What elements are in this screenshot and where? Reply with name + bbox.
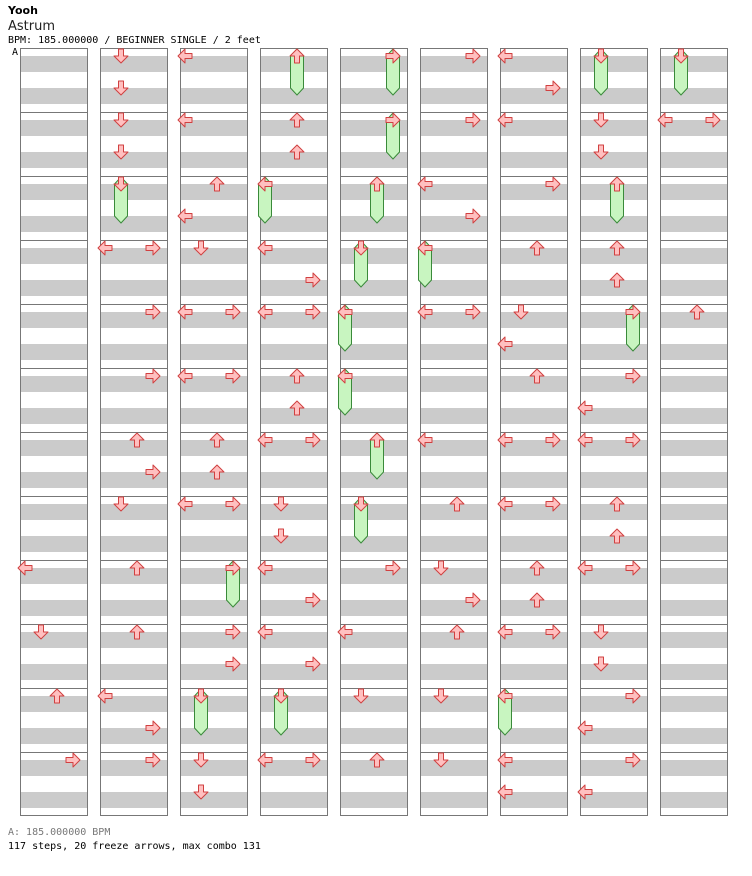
arrow-up-icon xyxy=(449,624,465,640)
arrow-up-icon xyxy=(529,592,545,608)
freeze-arrow-down xyxy=(113,176,129,224)
freeze-arrow-left xyxy=(337,304,353,352)
arrow-left-icon xyxy=(497,336,513,352)
arrow-left-icon xyxy=(417,304,433,320)
arrow-down-icon xyxy=(593,112,609,128)
arrow-right-icon xyxy=(305,272,321,288)
arrow-down-icon xyxy=(353,688,369,704)
arrow-down-icon xyxy=(113,48,129,64)
measure-line xyxy=(20,176,88,240)
arrow-right-icon xyxy=(305,752,321,768)
freeze-arrow-up xyxy=(609,176,625,224)
arrow-up-icon xyxy=(689,304,705,320)
measure-line xyxy=(660,752,728,816)
measure-line xyxy=(580,624,648,688)
arrow-left-icon xyxy=(257,560,273,576)
arrow-right-icon xyxy=(625,752,641,768)
measure-line xyxy=(420,752,488,816)
measure-line xyxy=(340,240,408,304)
arrow-left-icon xyxy=(497,496,513,512)
arrow-left-icon xyxy=(497,432,513,448)
arrow-up-icon xyxy=(289,400,305,416)
measure-line xyxy=(180,240,248,304)
measure-line xyxy=(20,240,88,304)
measure-line xyxy=(660,560,728,624)
arrow-right-icon xyxy=(385,560,401,576)
arrow-left-icon xyxy=(577,560,593,576)
arrow-right-icon xyxy=(465,208,481,224)
artist-name: Yooh xyxy=(8,4,38,17)
arrow-up-icon xyxy=(529,368,545,384)
measure-line xyxy=(660,432,728,496)
measure-line xyxy=(20,496,88,560)
measure-line xyxy=(180,752,248,816)
arrow-left-icon xyxy=(497,624,513,640)
arrow-left-icon xyxy=(497,48,513,64)
arrow-right-icon xyxy=(225,304,241,320)
arrow-down-icon xyxy=(113,144,129,160)
measure-line xyxy=(20,624,88,688)
bpm-marker: A xyxy=(12,47,19,58)
freeze-arrow-up xyxy=(369,432,385,480)
arrow-right-icon xyxy=(305,656,321,672)
arrow-down-icon xyxy=(273,496,289,512)
measure-line xyxy=(100,176,168,240)
freeze-arrow-down xyxy=(673,48,689,96)
arrow-right-icon xyxy=(65,752,81,768)
arrow-up-icon xyxy=(289,112,305,128)
arrow-right-icon xyxy=(465,112,481,128)
measure-line xyxy=(340,496,408,560)
arrow-left-icon xyxy=(657,112,673,128)
step-stats: 117 steps, 20 freeze arrows, max combo 131 xyxy=(8,841,261,852)
arrow-down-icon xyxy=(433,752,449,768)
arrow-left-icon xyxy=(257,432,273,448)
measure-line xyxy=(660,496,728,560)
arrow-right-icon xyxy=(225,624,241,640)
arrow-down-icon xyxy=(433,688,449,704)
arrow-up-icon xyxy=(129,624,145,640)
freeze-arrow-down xyxy=(353,240,369,288)
measure-line xyxy=(180,688,248,752)
measure-line xyxy=(100,496,168,560)
arrow-left-icon xyxy=(257,624,273,640)
freeze-arrow-down xyxy=(353,496,369,544)
arrow-up-icon xyxy=(289,368,305,384)
arrow-up-icon xyxy=(529,560,545,576)
measure-line xyxy=(660,624,728,688)
arrow-left-icon xyxy=(497,112,513,128)
arrow-down-icon xyxy=(113,496,129,512)
measure-line xyxy=(660,368,728,432)
arrow-left-icon xyxy=(337,624,353,640)
arrow-right-icon xyxy=(145,240,161,256)
measure-line xyxy=(100,112,168,176)
arrow-right-icon xyxy=(225,368,241,384)
arrow-left-icon xyxy=(577,784,593,800)
arrow-left-icon xyxy=(97,240,113,256)
arrow-right-icon xyxy=(305,592,321,608)
bpm-legend: A: 185.000000 BPM xyxy=(8,827,111,838)
freeze-arrow-up xyxy=(289,48,305,96)
arrow-up-icon xyxy=(369,752,385,768)
measure-line xyxy=(420,688,488,752)
arrow-left-icon xyxy=(17,560,33,576)
arrow-right-icon xyxy=(625,688,641,704)
arrow-right-icon xyxy=(465,48,481,64)
arrow-left-icon xyxy=(577,720,593,736)
arrow-up-icon xyxy=(289,144,305,160)
arrow-up-icon xyxy=(129,432,145,448)
arrow-right-icon xyxy=(545,496,561,512)
measure-line xyxy=(20,368,88,432)
arrow-left-icon xyxy=(497,752,513,768)
measure-line xyxy=(580,112,648,176)
arrow-left-icon xyxy=(257,752,273,768)
arrow-up-icon xyxy=(609,528,625,544)
arrow-left-icon xyxy=(177,48,193,64)
measure-line xyxy=(20,112,88,176)
arrow-left-icon xyxy=(257,304,273,320)
arrow-right-icon xyxy=(545,80,561,96)
arrow-up-icon xyxy=(49,688,65,704)
arrow-right-icon xyxy=(545,432,561,448)
freeze-arrow-right xyxy=(225,560,241,608)
freeze-arrow-down xyxy=(193,688,209,736)
arrow-right-icon xyxy=(305,432,321,448)
freeze-arrow-left xyxy=(337,368,353,416)
arrow-right-icon xyxy=(145,304,161,320)
arrow-right-icon xyxy=(145,464,161,480)
arrow-up-icon xyxy=(609,240,625,256)
song-title: Astrum xyxy=(8,19,56,34)
measure-line xyxy=(260,496,328,560)
arrow-left-icon xyxy=(417,432,433,448)
arrow-right-icon xyxy=(465,592,481,608)
measure-line xyxy=(20,432,88,496)
measure-line xyxy=(660,176,728,240)
arrow-right-icon xyxy=(625,432,641,448)
freeze-arrow-left xyxy=(417,240,433,288)
arrow-right-icon xyxy=(145,720,161,736)
measure-line xyxy=(260,688,328,752)
measure-line xyxy=(340,688,408,752)
arrow-down-icon xyxy=(593,656,609,672)
arrow-down-icon xyxy=(193,752,209,768)
freeze-arrow-right xyxy=(385,112,401,160)
arrow-right-icon xyxy=(545,624,561,640)
arrow-right-icon xyxy=(225,656,241,672)
arrow-left-icon xyxy=(177,304,193,320)
arrow-right-icon xyxy=(145,368,161,384)
chart-column xyxy=(660,48,728,816)
arrow-up-icon xyxy=(209,432,225,448)
arrow-up-icon xyxy=(449,496,465,512)
freeze-arrow-down xyxy=(273,688,289,736)
arrow-left-icon xyxy=(177,368,193,384)
arrow-right-icon xyxy=(305,304,321,320)
arrow-down-icon xyxy=(593,624,609,640)
arrow-up-icon xyxy=(209,464,225,480)
measure-line xyxy=(420,368,488,432)
arrow-left-icon xyxy=(177,208,193,224)
arrow-up-icon xyxy=(529,240,545,256)
chart-footer xyxy=(8,826,261,854)
arrow-left-icon xyxy=(177,496,193,512)
arrow-left-icon xyxy=(577,400,593,416)
arrow-down-icon xyxy=(273,528,289,544)
arrow-left-icon xyxy=(177,112,193,128)
arrow-right-icon xyxy=(625,368,641,384)
chart-info: BPM: 185.000000 / BEGINNER SINGLE / 2 feet xyxy=(8,35,261,46)
arrow-right-icon xyxy=(145,752,161,768)
freeze-arrow-up xyxy=(369,176,385,224)
arrow-down-icon xyxy=(193,240,209,256)
arrow-up-icon xyxy=(129,560,145,576)
freeze-arrow-down xyxy=(593,48,609,96)
measure-line xyxy=(660,688,728,752)
freeze-arrow-right xyxy=(625,304,641,352)
arrow-left-icon xyxy=(417,176,433,192)
arrow-down-icon xyxy=(433,560,449,576)
arrow-right-icon xyxy=(225,496,241,512)
arrow-left-icon xyxy=(497,784,513,800)
measure-line xyxy=(660,240,728,304)
measure-line xyxy=(20,304,88,368)
arrow-down-icon xyxy=(113,80,129,96)
arrow-down-icon xyxy=(113,112,129,128)
arrow-left-icon xyxy=(577,432,593,448)
arrow-right-icon xyxy=(625,560,641,576)
arrow-up-icon xyxy=(209,176,225,192)
arrow-down-icon xyxy=(593,144,609,160)
arrow-left-icon xyxy=(97,688,113,704)
arrow-right-icon xyxy=(545,176,561,192)
freeze-arrow-left xyxy=(257,176,273,224)
freeze-arrow-right xyxy=(385,48,401,96)
arrow-left-icon xyxy=(257,240,273,256)
freeze-arrow-left xyxy=(497,688,513,736)
arrow-up-icon xyxy=(609,272,625,288)
arrow-up-icon xyxy=(609,496,625,512)
arrow-right-icon xyxy=(465,304,481,320)
arrow-down-icon xyxy=(193,784,209,800)
arrow-down-icon xyxy=(33,624,49,640)
arrow-right-icon xyxy=(705,112,721,128)
arrow-down-icon xyxy=(513,304,529,320)
